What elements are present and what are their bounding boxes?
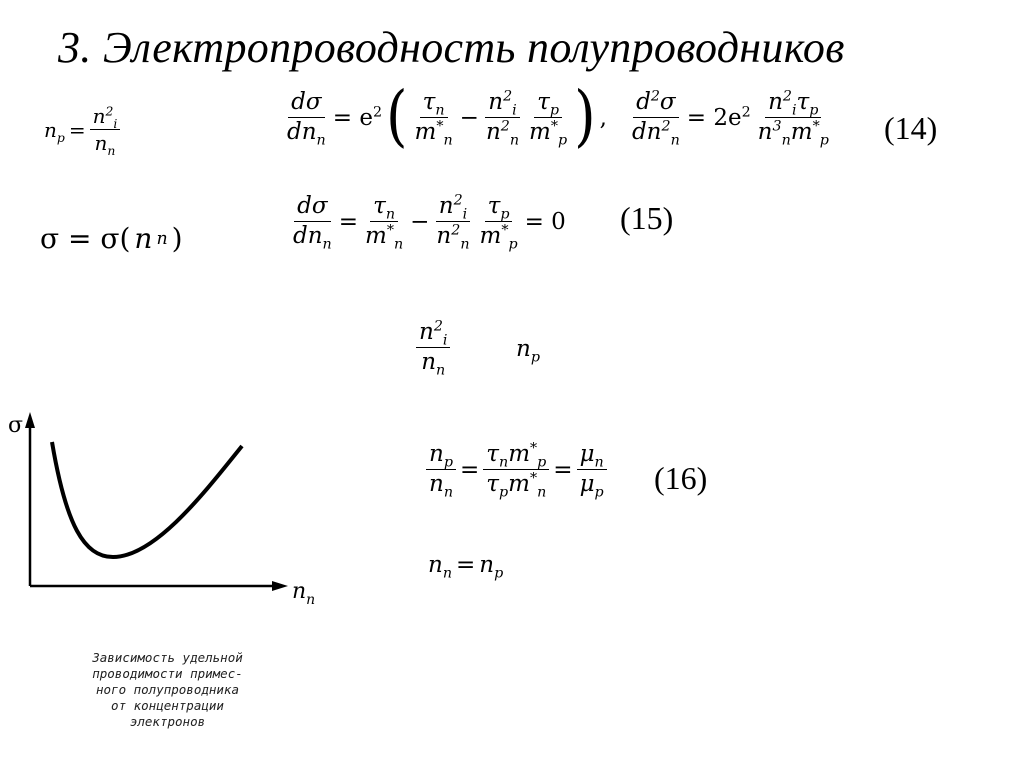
- formula-np: $n_p$ = $\frac{n^2_i}{n_n}$: [42, 104, 122, 156]
- equation-number-16: (16): [654, 460, 708, 496]
- equation-number-15: (15): [620, 200, 674, 236]
- caption-line: проводимости примес-: [92, 666, 243, 681]
- formula-np-label: $n_p$: [516, 336, 540, 366]
- conductivity-graph: [0, 400, 340, 610]
- formula-16: $\frac{n_p}{n_n}$ = $\frac{\tau_nm^*_p}{\tau_pm^*_n}$ = $\frac{\mu_n}{\mu_p}$: [424, 440, 609, 500]
- caption-line: электронов: [129, 714, 206, 729]
- page-title: 3. Электропроводность полупроводников: [58, 23, 845, 72]
- formula-14: $\frac{d\sigma}{dn_n}$ = $e^2$ ( $\frac{\tau_n}{m^*_n}$ − $\frac{n^2_i}{n^2_n}$ $\frac{\tau_p}{m^*_p}$ ) , $\frac{d^2\sigma}{dn^2_n}$ = $2e^2$ $\frac{n^2_i\tau_p}{n^3_nm^*_p}$: [287, 78, 829, 156]
- caption-line: ного полупроводника: [96, 682, 239, 697]
- equation-number-14: (14): [884, 110, 938, 146]
- y-axis-label: σ: [8, 413, 24, 438]
- formula-equality: $n_n$ = $n_p$: [428, 552, 504, 582]
- x-axis-label: $n_n$: [292, 579, 316, 608]
- y-axis-arrow: [25, 412, 35, 428]
- formula-sigma: σ = σ( n n ): [40, 222, 183, 255]
- graph-caption: [60, 650, 275, 730]
- formula-15: $\frac{d\sigma}{dn_n}$ = $\frac{\tau_n}{m^*_n}$ − $\frac{n^2_i}{n^2_n}$ $\frac{\tau_p}{m^*_p}$ = 0: [293, 192, 566, 253]
- caption-line: от концентрации: [111, 698, 224, 713]
- conductivity-curve: [52, 442, 242, 557]
- formula-ratio: $\frac{n^2_i}{n_n}$: [414, 318, 452, 378]
- caption-line: Зависимость удельной: [92, 650, 243, 665]
- x-axis-arrow: [272, 581, 288, 591]
